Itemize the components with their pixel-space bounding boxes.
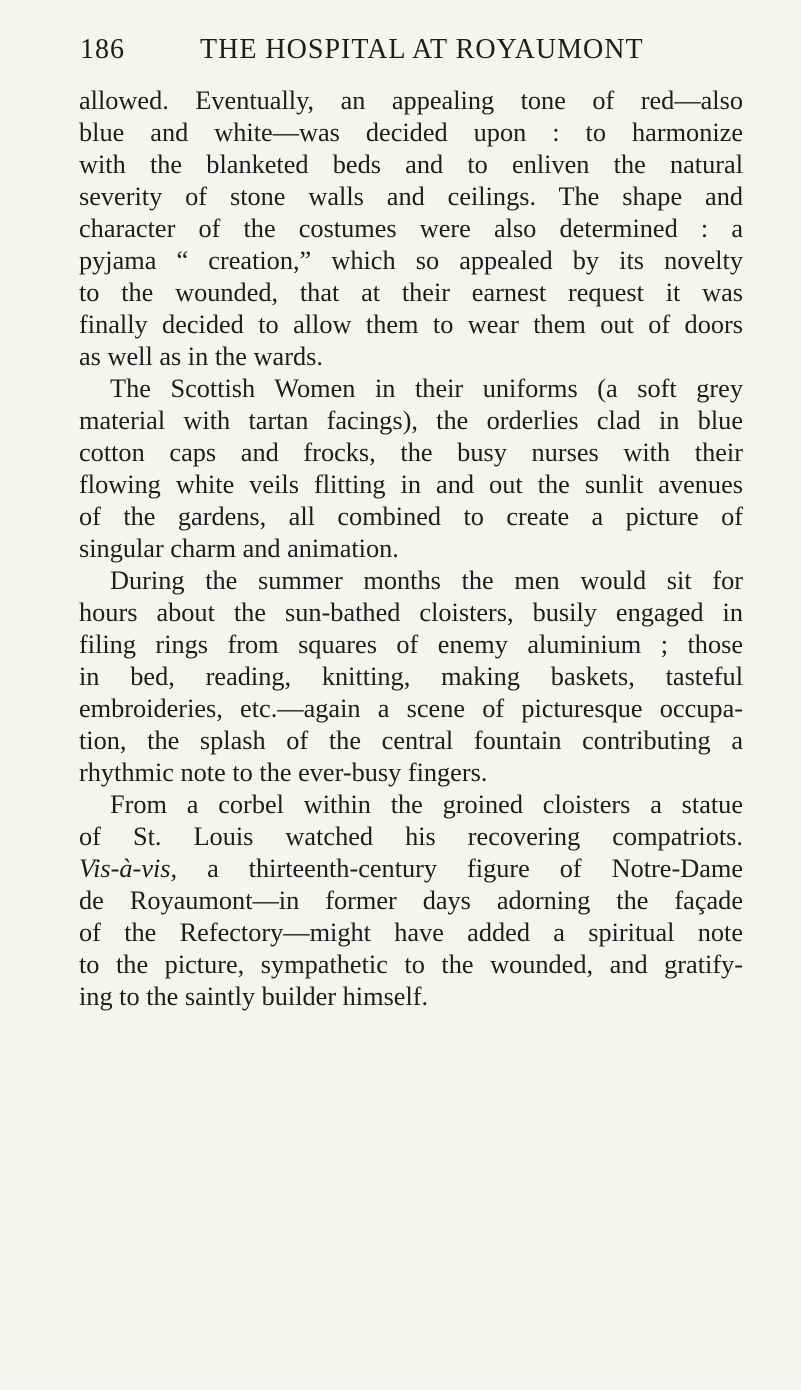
text-line-with-italic <box>79 853 743 885</box>
text-line: hours about the sun-bathed cloisters, busily engaged in <box>79 598 743 627</box>
text-line: During the summer months the men would sit for <box>110 566 743 595</box>
text-line: pyjama “ creation,” which so appealed by its novelty <box>79 246 743 275</box>
line-remainder: a thirteenth-century figure of Notre-Dame <box>207 854 744 883</box>
text-line: de Royaumont—in former days adorning the façade <box>79 886 743 915</box>
text-line: material with tartan facings), the orderlies clad in blue <box>79 406 743 435</box>
text-line: tion, the splash of the central fountain contributing a <box>79 726 743 755</box>
text-line: allowed. Eventually, an appealing tone of red—also <box>79 86 743 115</box>
text-line: filing rings from squares of enemy aluminium ; those <box>79 630 743 659</box>
text-line: singular charm and animation. <box>79 534 399 563</box>
body-text <box>79 85 743 1013</box>
running-head <box>80 30 740 70</box>
text-line: cotton caps and frocks, the busy nurses with their <box>79 438 743 467</box>
text-line: in bed, reading, knitting, making baskets, tasteful <box>79 662 743 691</box>
text-line: of St. Louis watched his recovering compatriots. <box>79 822 743 851</box>
text-line: finally decided to allow them to wear them out of doors <box>79 310 743 339</box>
page-number: 186 <box>80 34 125 65</box>
text-line: character of the costumes were also determined : a <box>79 214 743 243</box>
text-line: as well as in the wards. <box>79 342 323 371</box>
text-line: with the blanketed beds and to enliven the natural <box>79 150 743 179</box>
text-line: From a corbel within the groined cloisters a statue <box>110 790 743 819</box>
text-line: embroideries, etc.—again a scene of picturesque occupa- <box>79 694 743 723</box>
text-line: severity of stone walls and ceilings. The shape and <box>79 182 743 211</box>
text-line: rhythmic note to the ever-busy fingers. <box>79 758 488 787</box>
italic-phrase: Vis-à-vis, <box>79 854 178 883</box>
text-line: to the picture, sympathetic to the wounded, and gratify- <box>79 950 743 979</box>
text-line: blue and white—was decided upon : to harmonize <box>79 118 743 147</box>
text-line: The Scottish Women in their uniforms (a soft grey <box>110 374 743 403</box>
text-line: flowing white veils flitting in and out the sunlit avenues <box>79 470 743 499</box>
text-line: ing to the saintly builder himself. <box>79 982 429 1011</box>
text-line: of the Refectory—might have added a spiritual note <box>79 918 743 947</box>
text-line: to the wounded, that at their earnest request it was <box>79 278 743 307</box>
running-head-title: THE HOSPITAL AT ROYAUMONT <box>200 34 644 65</box>
text-line: of the gardens, all combined to create a picture of <box>79 502 743 531</box>
